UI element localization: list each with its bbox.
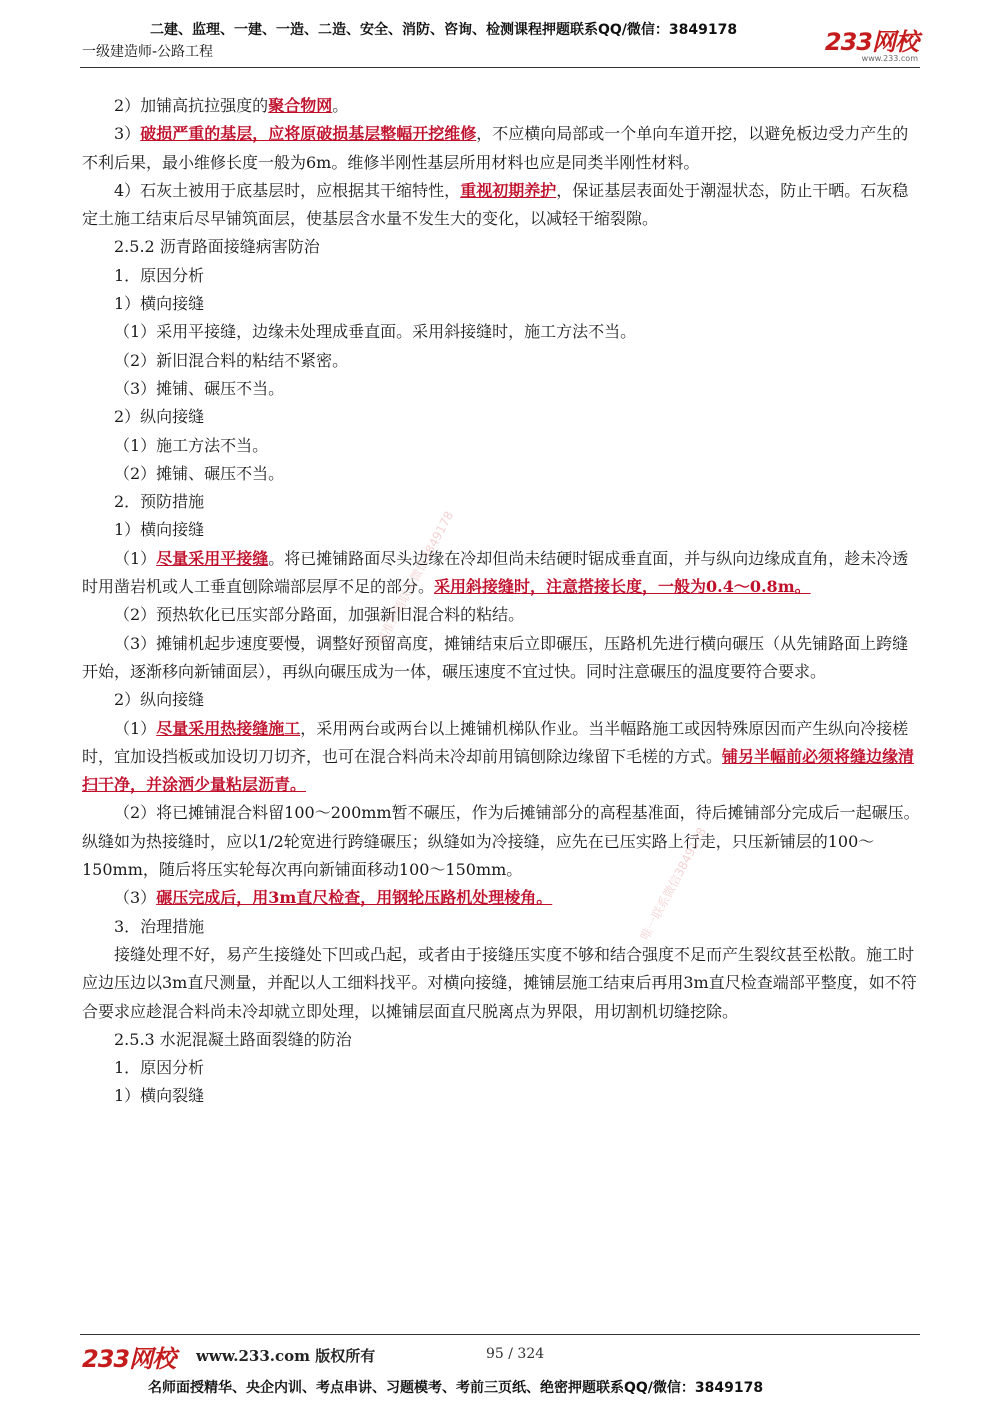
highlight: 重视初期养护 — [460, 180, 557, 200]
paragraph: （1）尽量采用平接缝。将已摊铺路面尽头边缘在冷却但尚未结硬时锯成垂直面，并与纵向边缘成直角，趁未冷透时用凿岩机或人工垂直刨除端部层厚不足的部分。采用斜接缝时，注意搭接长度，一般为0.4～0.8m。 — [82, 548, 909, 597]
subheading: 1）横向裂缝 — [114, 1086, 205, 1106]
page-number: 95 / 324 — [486, 1346, 545, 1362]
section-heading: 2.5.2 沥青路面接缝病害防治 — [114, 237, 320, 257]
list-item: （1）采用平接缝，边缘未处理成垂直面。采用斜接缝时，施工方法不当。 — [114, 322, 637, 342]
paragraph: （1）尽量采用热接缝施工，采用两台或两台以上摊铺机梯队作业。当半幅路施工或因特殊原因而产生纵向冷接槎时，宜加设挡板或加设切刀切齐，也可在混合料尚未冷却前用镐刨除边缘留下毛槎的方式。铺另半幅前必须将缝边缘清扫干净，并涂洒少量粘层沥青。 — [82, 718, 915, 795]
highlight: 尽量采用热接缝施工 — [156, 718, 301, 738]
paragraph: （3）摊铺机起步速度要慢，调整好预留高度，摊铺结束后立即碾压，压路机先进行横向碾压（从先铺路面上跨缝开始，逐渐移向新铺面层），再纵向碾压成为一体，碾压速度不宜过快。同时注意碾压的温度要符合要求。 — [82, 633, 909, 681]
watermark: 精准押题联系微信3849178 — [373, 508, 457, 648]
list-item: （2）预热软化已压实部分路面，加强新旧混合料的粘结。 — [114, 605, 525, 625]
footer-site: www.233.com 版权所有 — [196, 1347, 376, 1365]
logo-url: www.233.com — [861, 54, 918, 63]
paragraph: 接缝处理不好，易产生接缝处下凹或凸起，或者由于接缝压实度不够和结合强度不足而产生裂纹甚至松散。施工时应边压边以3m直尺测量，并配以人工细料找平。对横向接缝，摊铺层施工结束后再用3m直尺检查端部平整度，如不符合要求应趁混合料尚未冷却就立即处理，以摊铺层面直尺脱离点为界限，用切割机切缝挖除。 — [82, 944, 917, 1021]
paragraph: （3）碾压完成后，用3m直尺检查，用钢轮压路机处理棱角。 — [114, 888, 553, 908]
header-contact-line: 二建、监理、一建、一造、二造、安全、消防、咨询、检测课程押题联系QQ/微信：3849178 — [150, 22, 738, 38]
highlight: 碾压完成后，用3m直尺检查，用钢轮压路机处理棱角。 — [156, 888, 553, 908]
subheading: 2）纵向接缝 — [114, 690, 205, 710]
highlight: 破损严重的基层，应将原破损基层整幅开挖维修 — [140, 124, 477, 144]
list-item: （1）施工方法不当。 — [114, 435, 269, 455]
logo-mark: 233网校 — [824, 28, 918, 56]
header-divider — [80, 67, 920, 68]
header-logo — [825, 30, 918, 64]
subheading: 1）横向接缝 — [114, 294, 205, 314]
paragraph: （2）将已摊铺混合料留100～200mm暂不碾压，作为后摊铺部分的高程基准面，待后摊铺部分完成后一起碾压。纵缝如为热接缝时，应以1/2轮宽进行跨缝碾压；纵缝如为冷接缝，应先在已压实路上行走，只压新铺层的100～150mm，随后将压实轮每次再向新铺面移动100～150mm。 — [82, 803, 920, 880]
subheading: 1）横向接缝 — [114, 520, 205, 540]
subheading: 2）纵向接缝 — [114, 407, 205, 427]
section-heading: 2.5.3 水泥混凝土路面裂缝的防治 — [114, 1029, 352, 1049]
subheading: 1．原因分析 — [114, 265, 205, 285]
document-body — [82, 92, 922, 1111]
subheading: 3．治理措施 — [114, 916, 205, 936]
list-item: （2）摊铺、碾压不当。 — [114, 463, 285, 483]
watermark: 唯一联系微信3849178 — [637, 825, 710, 943]
footer-logo: 233网校 — [82, 1345, 176, 1373]
highlight: 尽量采用平接缝 — [156, 548, 269, 568]
list-item: （2）新旧混合料的粘结不紧密。 — [114, 350, 349, 370]
footer-contact-line: 名师面授精华、央企内训、考点串讲、习题模考、考前三页纸、绝密押题联系QQ/微信：3849178 — [148, 1380, 764, 1396]
document-subtitle: 一级建造师-公路工程 — [82, 44, 214, 60]
paragraph: 3）破损严重的基层，应将原破损基层整幅开挖维修，不应横向局部或一个单向车道开挖，以避免板边受力产生的不利后果，最小维修长度一般为6m。维修半刚性基层所用材料也应是同类半刚性材料。 — [82, 124, 909, 172]
list-item: （3）摊铺、碾压不当。 — [114, 378, 285, 398]
subheading: 1．原因分析 — [114, 1058, 205, 1078]
highlight: 采用斜接缝时，注意搭接长度，一般为0.4～0.8m。 — [434, 577, 811, 597]
paragraph: 2）加铺高抗拉强度的聚合物网。 — [114, 96, 349, 115]
footer-divider — [80, 1334, 920, 1335]
highlight: 聚合物网 — [268, 96, 333, 115]
subheading: 2．预防措施 — [114, 492, 205, 512]
highlight: 铺另半幅前必须将缝边缘清扫干净，并涂洒少量粘层沥青。 — [82, 746, 915, 795]
paragraph: 4）石灰土被用于底基层时，应根据其干缩特性，重视初期养护，保证基层表面处于潮湿状态，防止干晒。石灰稳定土施工结束后尽早铺筑面层，使基层含水量不发生大的变化，以减轻干缩裂隙。 — [82, 180, 909, 229]
